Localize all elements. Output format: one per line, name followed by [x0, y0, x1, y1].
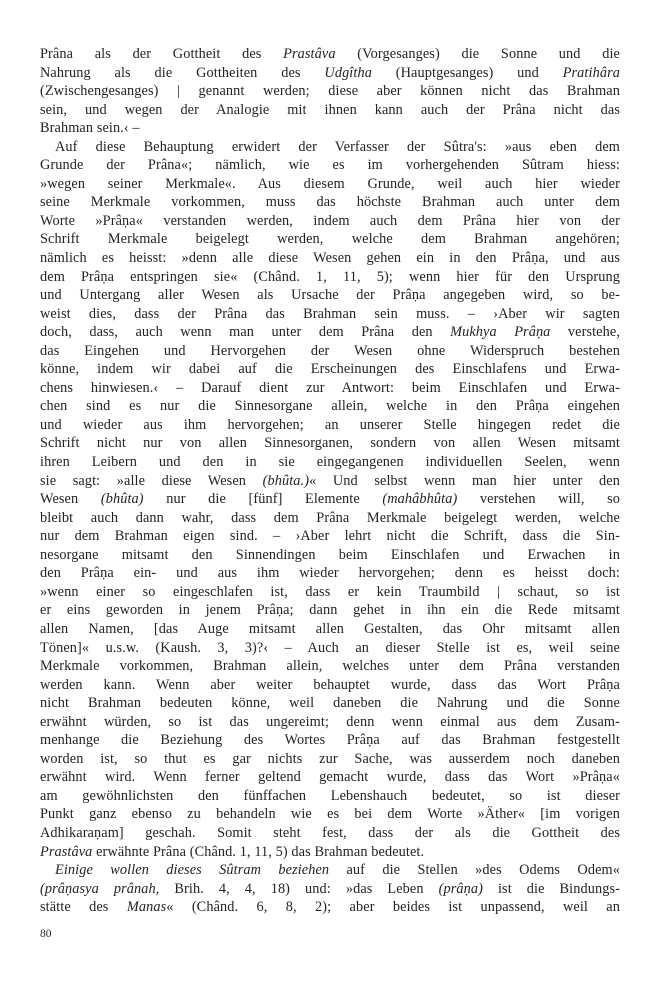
text-segment: den Prâṇa ein- und aus ihm wieder hervorgehen; denn es heisst doch:	[40, 565, 620, 582]
italic-text-segment: Prastâva	[40, 843, 93, 860]
text-segment: (Hauptgesanges) und	[371, 64, 563, 81]
text-segment: und Untergang aller Wesen als Ursache der Prâṇa angegeben wird, so be-	[40, 287, 620, 304]
text-segment: nämlich es heisst: »denn alle diese Wesen gehen ein in den Prâṇa, und aus	[40, 250, 620, 267]
text-block	[40, 45, 620, 917]
text-segment: stätte des	[40, 899, 127, 916]
text-segment: doch, dass, auch wenn man unter dem Prâna den	[40, 324, 451, 341]
text-segment: nur dem Brahman eigen sind. – ›Aber lehrt nicht die Schrift, dass die Sin-	[40, 528, 620, 545]
text-segment: Nahrung als die Gottheiten des	[40, 64, 325, 81]
text-segment: Punkt ganz ebenso zu behandeln wie es bei dem Worte »Äther« [im vorigen	[40, 806, 620, 823]
text-segment: nur die [fünf] Elemente	[143, 491, 383, 508]
text-segment: erwähnte Prâna (Chând. 1, 11, 5) das Brahman bedeutet.	[92, 843, 425, 860]
text-segment: Worte »Prâṇa« verstanden werden, indem auch dem Prâna hier von der	[40, 212, 620, 229]
text-segment: nicht Brahman bedeuten könne, weil daneben die Nahrung und die Sonne	[40, 695, 620, 712]
text-line	[40, 212, 620, 231]
text-line	[40, 750, 620, 769]
italic-text-segment: (mahâbhûta)	[382, 491, 458, 508]
italic-text-segment: Manas	[126, 899, 167, 916]
text-line	[40, 768, 620, 787]
text-line	[40, 397, 620, 416]
text-segment: Auf diese Behauptung erwidert der Verfasser der Sûtra's: »aus eben dem	[55, 138, 620, 155]
text-line	[40, 880, 620, 899]
text-segment: menhange die Beziehung des Wortes Prâṇa auf das Brahman festgestellt	[40, 732, 620, 749]
italic-text-segment: (bhûta)	[100, 491, 144, 508]
text-line	[40, 119, 620, 138]
text-segment: verstehen will, so	[457, 491, 620, 508]
text-segment: Adhikaraṇam] geschah. Somit steht fest, dass der als die Gottheit des	[40, 824, 620, 841]
text-line	[40, 620, 620, 639]
text-segment: (Zwischengesanges) | genannt werden; diese aber können nicht das Brahman	[40, 83, 620, 100]
text-line	[40, 639, 620, 658]
text-segment: weist dies, dass der Prâna das Brahman sein muss. – ›Aber wir sagten	[40, 305, 620, 322]
text-segment: Schrift Merkmale beigelegt werden, welche dem Brahman angehören;	[40, 231, 620, 248]
text-line	[40, 694, 620, 713]
text-line	[40, 490, 620, 509]
text-line	[40, 230, 620, 249]
text-line	[40, 787, 620, 806]
text-segment: Tönen]« u.s.w. (Kaush. 3, 3)?‹ – Auch an dieser Stelle ist es, weil seine	[40, 639, 620, 656]
italic-text-segment: Pratihâra	[562, 64, 620, 81]
text-segment: « (Chând. 6, 8, 2); aber beides ist unpassend, weil an	[166, 899, 621, 916]
text-segment: nesorgane mitsamt den Sinnendingen beim Einschlafen und Erwachen in	[40, 546, 620, 563]
text-segment: Wesen	[40, 491, 101, 508]
italic-text-segment: (bhûta.)	[262, 472, 310, 489]
text-line	[40, 416, 620, 435]
text-segment: erwähnt wird. Wenn ferner geltend gemacht wurde, dass das Wort »Prâṇa«	[40, 769, 620, 786]
text-line	[40, 193, 620, 212]
text-segment: worden ist, so thut es gar nichts zur Sache, was ausserdem noch daneben	[40, 750, 620, 767]
text-line	[40, 472, 620, 491]
text-line	[40, 379, 620, 398]
text-segment: Brahman sein.‹ –	[40, 120, 140, 137]
text-line	[40, 305, 620, 324]
text-segment: Schrift nicht nur von allen Sinnesorganen, sondern von allen Wesen mitsamt	[40, 435, 620, 452]
text-line	[40, 453, 620, 472]
italic-text-segment: Udgîtha	[324, 64, 372, 81]
text-line	[40, 805, 620, 824]
text-segment: Merkmale vorkommen, Brahman allein, welches unter dem Prâna verstanden	[40, 658, 620, 675]
text-line	[40, 101, 620, 120]
text-line	[40, 323, 620, 342]
italic-text-segment: Einige wollen dieses Sûtram beziehen	[55, 862, 330, 879]
text-segment: werden kann. Wenn aber weiter behauptet wurde, dass das Wort Prâṇa	[40, 676, 620, 693]
text-segment: das Eingehen und Hervorgehen der Wesen ohne Widerspruch bestehen	[40, 342, 620, 359]
text-segment: Grunde der Prâna«; nämlich, wie es im vorhergehenden Sûtram hiess:	[40, 157, 620, 174]
text-segment: verstehe,	[550, 324, 620, 341]
text-line	[40, 898, 620, 917]
text-line	[40, 583, 620, 602]
text-segment: und wieder aus ihm hervorgehen; an unserer Stelle hingegen redet die	[40, 416, 620, 433]
text-line	[40, 731, 620, 750]
text-segment: erwähnt würden, so ist das ungereimt; denn wenn einmal aus dem Zusam-	[40, 713, 620, 730]
text-segment: (Vorgesanges) die Sonne und die	[335, 46, 620, 62]
text-segment: am gewöhnlichsten den fünffachen Lebenshauch bedeutet, so ist dieser	[40, 787, 620, 804]
italic-text-segment: Mukhya Prâṇa	[450, 324, 551, 341]
text-segment: Prâna als der Gottheit des	[40, 46, 284, 62]
text-line	[40, 824, 620, 843]
text-segment: ihren Leibern und den in sie eingegangenen individuellen Seelen, wenn	[40, 454, 620, 471]
text-line	[40, 45, 620, 64]
italic-text-segment: Prastâva	[283, 46, 336, 62]
text-segment: chens hinwiesen.‹ – Darauf dient zur Antwort: beim Einschlafen und Erwa-	[40, 379, 620, 396]
text-line	[40, 82, 620, 101]
text-segment: sein, und wegen der Analogie mit ihnen kann auch der Prâna nicht das	[40, 101, 620, 118]
text-segment: »wegen seiner Merkmale«. Aus diesem Grunde, weil auch hier wieder	[40, 175, 620, 192]
italic-text-segment: (prâṇasya prânah,	[40, 880, 160, 897]
text-line	[40, 342, 620, 361]
text-line	[40, 268, 620, 287]
text-segment: allen Namen, [das Auge mitsamt allen Gestalten, das Ohr mitsamt allen	[40, 620, 620, 637]
text-line	[40, 64, 620, 83]
text-line	[40, 657, 620, 676]
text-line	[40, 713, 620, 732]
text-segment: « Und selbst wenn man hier unter den	[309, 472, 620, 489]
italic-text-segment: (prâṇa)	[438, 880, 483, 897]
text-line	[40, 546, 620, 565]
text-line	[40, 138, 620, 157]
text-line	[40, 249, 620, 268]
text-segment: seine Merkmale vorkommen, muss das höchste Brahman auch unter dem	[40, 194, 620, 211]
text-segment: chen sind es nur die Sinnesorgane allein, welche in den Prâṇa eingehen	[40, 398, 620, 415]
text-segment: könne, indem wir dabei auf die Erscheinungen des Einschlafens und Erwa-	[40, 361, 620, 378]
text-line	[40, 175, 620, 194]
text-line	[40, 360, 620, 379]
text-line	[40, 676, 620, 695]
text-segment: Brih. 4, 4, 18) und: »das Leben	[159, 880, 439, 897]
text-segment: dem Prâṇa entspringen sie« (Chând. 1, 11, 5); wenn hier für den Ursprung	[40, 268, 620, 285]
text-line	[40, 843, 620, 862]
text-segment: auf die Stellen »des Odems Odem«	[329, 862, 620, 879]
page-number: 80	[40, 928, 52, 940]
text-line	[40, 861, 620, 880]
text-line	[40, 527, 620, 546]
text-line	[40, 434, 620, 453]
text-line	[40, 286, 620, 305]
text-segment: »wenn einer so eingeschlafen ist, dass er kein Traumbild | schaut, so ist	[40, 583, 620, 600]
text-line	[40, 601, 620, 620]
text-segment: bleibt auch dann wahr, dass dem Prâna Merkmale beigelegt werden, welche	[40, 509, 620, 526]
text-segment: er eins geworden in jenem Prâṇa; dann gehet in ihn ein die Rede mitsamt	[40, 602, 620, 619]
text-line	[40, 156, 620, 175]
text-line	[40, 564, 620, 583]
text-segment: ist die Bindungs-	[483, 880, 620, 897]
text-segment: sie sagt: »alle diese Wesen	[40, 472, 263, 489]
text-line	[40, 509, 620, 528]
